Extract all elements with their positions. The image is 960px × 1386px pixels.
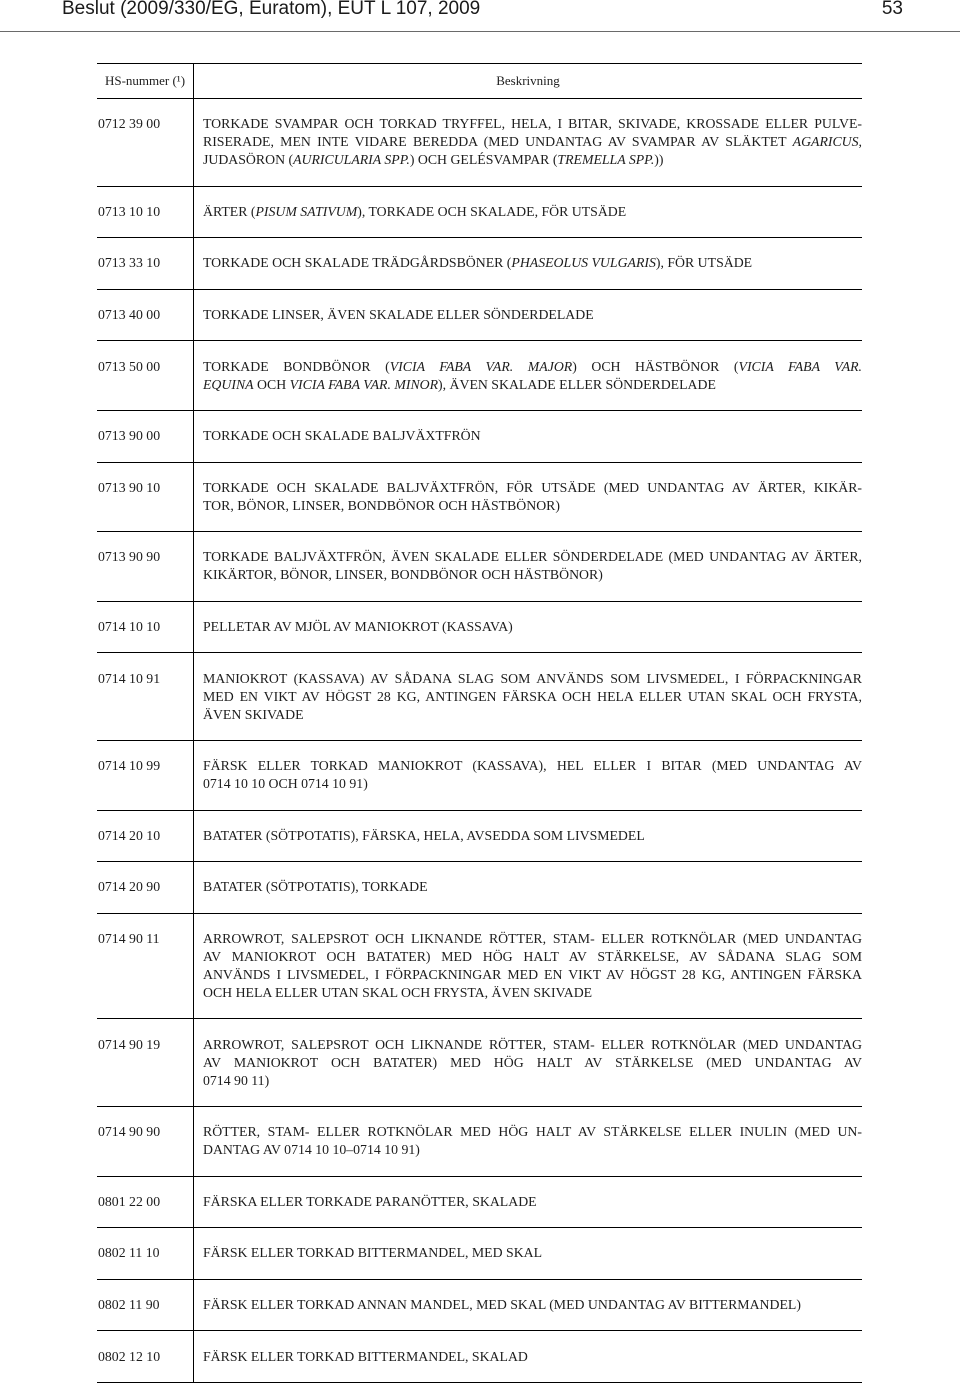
description	[193, 811, 862, 862]
description	[193, 914, 862, 1019]
hs-code: 0714 10 91	[98, 670, 161, 686]
hs-code: 0713 40 00	[98, 307, 161, 323]
table-body	[97, 99, 862, 1383]
hs-code-table	[97, 63, 862, 1383]
description-line: FÄRSK ELLER TORKAD BITTERMANDEL, MED SKAL	[203, 1245, 543, 1261]
text-segment: JUDASÖRON (	[203, 152, 294, 168]
description	[193, 1019, 862, 1106]
description	[193, 463, 862, 532]
description	[193, 1280, 862, 1331]
text-segment: RISERADE, MEN INTE VIDARE BEREDDA (MED UNDANTAG AV SVAMPAR AV SLÄKTET	[203, 134, 793, 150]
description	[193, 341, 862, 410]
description-line: TOR, BÖNOR, LINSER, BONDBÖNOR OCH HÄSTBÖNOR)	[203, 497, 560, 513]
description-line: PELLETAR AV MJÖL AV MANIOKROT (KASSAVA)	[203, 619, 513, 635]
description-line: FÄRSK ELLER TORKAD MANIOKROT (KASSAVA), HEL ELLER I BITAR (MED UNDANTAG AV	[203, 758, 862, 774]
description-line: ANVÄNDS I LIVSMEDEL, I FÖRPACKNINGAR MED EN VIKT AV HÖGST 28 KG, ANTINGEN FÄRSKA	[203, 967, 862, 983]
hs-code: 0713 33 10	[98, 255, 161, 271]
italic-term: AGARICUS	[792, 134, 859, 150]
description-line: ARROWROT, SALEPSROT OCH LIKNANDE RÖTTER, STAM- ELLER ROTKNÖLAR (MED UNDANTAG	[203, 931, 862, 947]
table-row	[97, 1228, 862, 1280]
description-line: TORKADE OCH SKALADE BALJVÄXTFRÖN	[203, 428, 481, 444]
description-line: ÄVEN SKIVADE	[203, 706, 304, 722]
description	[193, 238, 862, 289]
description-line: AV MANIOKROT OCH BATATER) MED HÖG HALT AV STÄRKELSE, AV SÅDANA SLAG SOM	[203, 949, 862, 965]
document-reference: Beslut (2009/330/EG, Euratom), EUT L 107, 2009	[62, 0, 481, 19]
italic-term: TREMELLA SPP.	[557, 152, 655, 168]
description	[193, 290, 862, 341]
hs-code: 0712 39 00	[98, 116, 161, 132]
description	[193, 741, 862, 810]
text-segment: ), TORKADE OCH SKALADE, FÖR UTSÄDE	[357, 203, 627, 219]
description	[193, 187, 862, 238]
hs-code: 0713 10 10	[98, 203, 161, 219]
description-line	[203, 358, 862, 376]
description-line	[203, 254, 862, 272]
description	[193, 1228, 862, 1279]
table-row	[97, 1280, 862, 1332]
text-segment: ) OCH GELÉSVAMPAR (	[409, 152, 558, 168]
hs-code: 0801 22 00	[98, 1193, 161, 1209]
description-line: TORKADE LINSER, ÄVEN SKALADE ELLER SÖNDERDELADE	[203, 307, 594, 323]
text-segment: ÄRTER (	[203, 203, 256, 219]
page-number: 53	[881, 0, 903, 19]
hs-code: 0802 11 90	[98, 1296, 160, 1312]
italic-term: VICIA FABA VAR. MINOR	[289, 376, 439, 392]
description-line: BATATER (SÖTPOTATIS), FÄRSKA, HELA, AVSEDDA SOM LIVSMEDEL	[203, 827, 645, 843]
table-row	[97, 463, 862, 533]
table-row	[97, 411, 862, 463]
description-line	[203, 133, 862, 151]
hs-code: 0713 50 00	[98, 358, 161, 374]
description-line: BATATER (SÖTPOTATIS), TORKADE	[203, 879, 428, 895]
description	[193, 411, 862, 462]
italic-term: PISUM SATIVUM	[255, 203, 358, 219]
description	[193, 653, 862, 740]
italic-term: EQUINA	[203, 376, 254, 392]
table-row	[97, 341, 862, 411]
table-row	[97, 1107, 862, 1177]
description-line: TORKADE OCH SKALADE BALJVÄXTFRÖN, FÖR UTSÄDE (MED UNDANTAG AV ÄRTER, KIKÄR-	[203, 479, 862, 495]
table-row	[97, 914, 862, 1020]
table-row	[97, 99, 862, 187]
description-line: FÄRSKA ELLER TORKADE PARANÖTTER, SKALADE	[203, 1193, 537, 1209]
description-line	[203, 151, 862, 169]
hs-code: 0802 12 10	[98, 1348, 161, 1364]
hs-code: 0714 20 90	[98, 879, 161, 895]
description-line: MED EN VIKT AV HÖGST 28 KG, ANTINGEN FÄRSKA OCH HELA ELLER UTAN SKAL OCH FRYSTA,	[203, 688, 862, 704]
table-row	[97, 653, 862, 741]
description-line	[203, 203, 862, 221]
text-segment: OCH	[253, 376, 290, 392]
table-row	[97, 238, 862, 290]
hs-code: 0714 90 90	[98, 1124, 161, 1140]
description-line: TORKADE SVAMPAR OCH TORKAD TRYFFEL, HELA, I BITAR, SKIVADE, KROSSADE ELLER PULVE-	[203, 116, 862, 132]
hs-code: 0713 90 90	[98, 549, 161, 565]
column-header-description: Beskrivning	[193, 64, 862, 98]
description-line: FÄRSK ELLER TORKAD BITTERMANDEL, SKALAD	[203, 1348, 528, 1364]
italic-term: AURICULARIA SPP.	[293, 152, 410, 168]
description-line: ARROWROT, SALEPSROT OCH LIKNANDE RÖTTER, STAM- ELLER ROTKNÖLAR (MED UNDANTAG	[203, 1036, 862, 1052]
hs-code: 0714 10 99	[98, 758, 161, 774]
hs-code: 0713 90 00	[98, 428, 161, 444]
text-segment: TORKADE OCH SKALADE TRÄDGÅRDSBÖNER (	[203, 255, 512, 271]
italic-term: VICIA FABA VAR. MAJOR	[389, 358, 573, 374]
table-row	[97, 862, 862, 914]
description	[193, 602, 862, 653]
description-line: KIKÄRTOR, BÖNOR, LINSER, BONDBÖNOR OCH HÄSTBÖNOR)	[203, 567, 603, 583]
table-row	[97, 1019, 862, 1107]
hs-code: 0714 10 10	[98, 619, 161, 635]
text-segment: ) OCH HÄSTBÖNOR (	[572, 358, 739, 374]
table-header-row	[97, 63, 862, 99]
description-line: OCH HELA ELLER UTAN SKAL OCH FRYSTA, ÄVEN SKIVADE	[203, 985, 593, 1001]
hs-code: 0714 20 10	[98, 827, 161, 843]
description-line: 0714 90 11)	[203, 1072, 270, 1088]
hs-code: 0802 11 10	[98, 1245, 160, 1261]
description	[193, 1331, 862, 1382]
hs-code: 0714 90 19	[98, 1036, 161, 1052]
hs-code: 0714 90 11	[98, 931, 160, 947]
description	[193, 862, 862, 913]
hs-code: 0713 90 10	[98, 479, 161, 495]
table-row	[97, 741, 862, 811]
description-line	[203, 376, 862, 394]
description-line: FÄRSK ELLER TORKAD ANNAN MANDEL, MED SKAL (MED UNDANTAG AV BITTERMANDEL)	[203, 1296, 801, 1312]
table-row	[97, 290, 862, 342]
description	[193, 532, 862, 601]
table-row	[97, 811, 862, 863]
table-row	[97, 602, 862, 654]
text-segment: ), ÄVEN SKALADE ELLER SÖNDERDELADE	[438, 376, 716, 392]
running-header	[0, 0, 960, 32]
table-row	[97, 532, 862, 602]
description	[193, 99, 862, 186]
italic-term: PHASEOLUS VULGARIS	[511, 255, 656, 271]
description	[193, 1177, 862, 1228]
text-segment: ,	[858, 134, 862, 150]
text-segment: ))	[654, 152, 664, 168]
description-line: DANTAG AV 0714 10 10–0714 10 91)	[203, 1142, 420, 1158]
text-segment: TORKADE BONDBÖNOR (	[203, 358, 390, 374]
text-segment: ), FÖR UTSÄDE	[655, 255, 753, 271]
description-line: TORKADE BALJVÄXTFRÖN, ÄVEN SKALADE ELLER SÖNDERDELADE (MED UNDANTAG AV ÄRTER,	[203, 549, 862, 565]
table-row	[97, 187, 862, 239]
italic-term: VICIA FABA VAR.	[738, 358, 862, 374]
description-line: RÖTTER, STAM- ELLER ROTKNÖLAR MED HÖG HALT AV STÄRKELSE ELLER INULIN (MED UN-	[203, 1124, 862, 1140]
description-line: MANIOKROT (KASSAVA) AV SÅDANA SLAG SOM ANVÄNDS SOM LIVSMEDEL, I FÖRPACKNINGAR	[203, 670, 862, 686]
description-line: 0714 10 10 OCH 0714 10 91)	[203, 776, 368, 792]
column-header-hs-number: HS-nummer (¹)	[104, 73, 186, 88]
description	[193, 1107, 862, 1176]
description-line: AV MANIOKROT OCH BATATER) MED HÖG HALT AV STÄRKELSE (MED UNDANTAG AV	[203, 1054, 862, 1070]
table-row	[97, 1331, 862, 1383]
table-row	[97, 1177, 862, 1229]
